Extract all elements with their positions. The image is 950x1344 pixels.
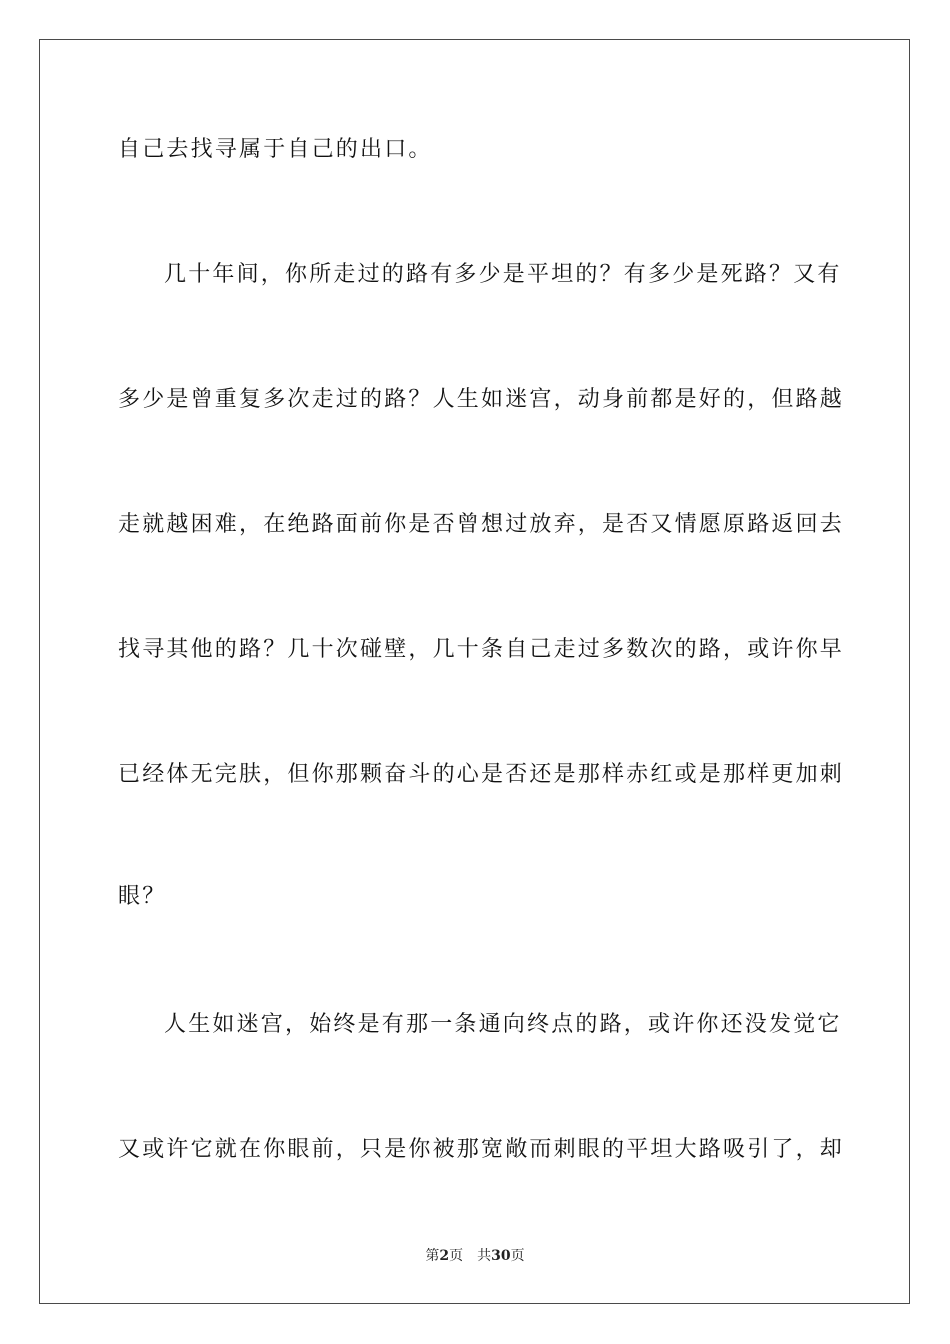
- footer-total-suffix: 页: [510, 1248, 525, 1264]
- text-line-6: 已经体无完肤，但你那颗奋斗的心是否还是那样赤红或是那样更加刺: [118, 762, 845, 787]
- footer-page-prefix: 第: [425, 1248, 440, 1264]
- text-line-8: 人生如迷宫，始终是有那一条通向终点的路，或许你还没发觉它: [164, 1012, 842, 1037]
- text-line-5: 找寻其他的路？几十次碰壁，几十条自己走过多数次的路，或许你早: [118, 637, 845, 662]
- text-line-7: 眼？: [118, 884, 167, 909]
- footer-total-prefix: 共: [477, 1248, 492, 1264]
- footer-page-suffix: 页: [449, 1248, 464, 1264]
- page-border: [39, 39, 910, 1304]
- text-line-9: 又或许它就在你眼前，只是你被那宽敞而刺眼的平坦大路吸引了，却: [118, 1137, 845, 1162]
- text-line-4: 走就越困难，在绝路面前你是否曾想过放弃，是否又情愿原路返回去: [118, 512, 845, 537]
- text-line-1: 自己去找寻属于自己的出口。: [118, 137, 433, 162]
- footer-total-pages: 30: [491, 1248, 511, 1264]
- text-line-2: 几十年间，你所走过的路有多少是平坦的？有多少是死路？又有: [164, 262, 842, 287]
- footer-page-number: 2: [439, 1248, 450, 1264]
- page-footer: [0, 1246, 950, 1266]
- text-line-3: 多少是曾重复多次走过的路？人生如迷宫，动身前都是好的，但路越: [118, 387, 845, 412]
